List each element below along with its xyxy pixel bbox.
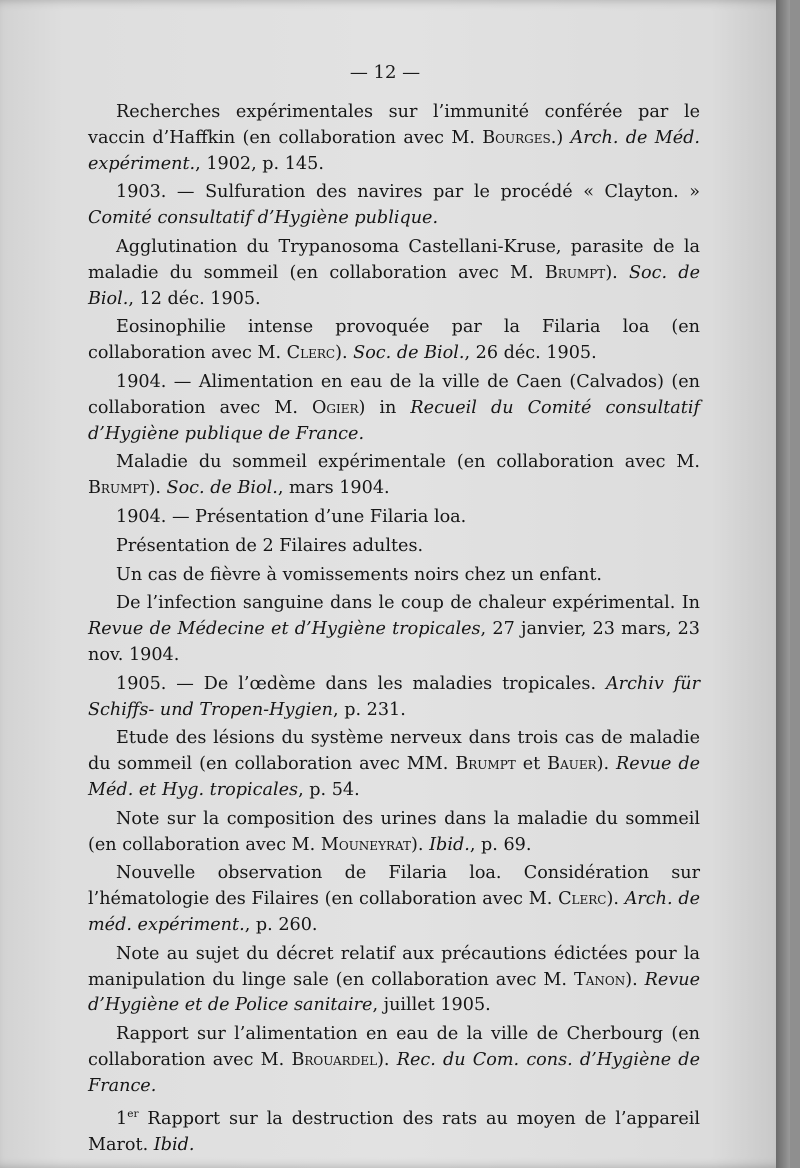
citation-source: Revue de Médecine et d’Hygiène tropicales [88, 619, 481, 640]
entry-text: , 12 déc. 1905. [128, 288, 261, 309]
bibliography-list [88, 100, 700, 1162]
entry-text: ). [625, 969, 645, 990]
entry-text: 1904. — Alimentation en eau de la ville de Caen (Calvados) (en collaboration avec M. [88, 371, 700, 418]
collaborator-name: Bauer [547, 754, 597, 775]
entry-text: ). [377, 1049, 397, 1070]
entry-text: Maladie du sommeil expérimentale (en collaboration avec M. [116, 452, 700, 473]
bibliography-entry [88, 807, 700, 859]
entry-text: ). [335, 343, 354, 364]
entry-text: et [515, 754, 548, 775]
entry-text: Nouvelle observation de Filaria loa. Considération sur l’hématologie des Filaires (en collaboration avec M. [88, 863, 700, 910]
entry-text: Eosinophilie intense provoquée par la Filaria loa (en collaboration avec M. [88, 317, 700, 364]
citation-source: Archiv für Schiffs- und Tropen-Hygien [88, 673, 700, 720]
collaborator-name: Clerc [558, 889, 607, 910]
bibliography-entry [88, 370, 700, 447]
entry-text: Etude des lésions du système nerveux dans trois cas de maladie du sommeil (en collaboration avec MM. [88, 728, 700, 775]
bibliography-entry [88, 563, 700, 589]
collaborator-name: Ogier [311, 397, 359, 418]
entry-text: , p. 69. [469, 834, 532, 855]
entry-text: Rapport sur l’alimentation en eau de la ville de Cherbourg (en collaboration avec M. [88, 1024, 700, 1070]
entry-text: De l’infection sanguine dans le coup de chaleur expérimental. In [116, 593, 700, 614]
citation-source: Soc. de Biol. [353, 343, 465, 364]
bibliography-entry [88, 726, 700, 803]
entry-text: ). [606, 889, 625, 910]
citation-source: Ibid. [153, 1135, 195, 1156]
citation-source: Revue d’Hygiène et de Police sanitaire [88, 969, 700, 1016]
entry-text: Recherches expérimentales sur l’immunité conférée par le vaccin d’Haffkin (en collaboration avec M. [88, 102, 700, 148]
entry-text: ). [605, 262, 629, 283]
bibliography-entry [88, 450, 700, 502]
collaborator-name: Brumpt [544, 262, 606, 283]
entry-text: Note sur la composition des urines dans la maladie du sommeil (en collaboration avec M. [88, 808, 700, 855]
bibliography-entry [88, 534, 700, 560]
collaborator-name: Brumpt [88, 478, 149, 499]
citation-source: Soc. de Biol. [166, 478, 278, 499]
entry-text: Rapport sur la destruction des rats au moyen de l’appareil Marot. [88, 1109, 700, 1156]
bibliography-entry [88, 942, 700, 1019]
page-number: — 12 — [349, 62, 421, 83]
bibliography-entry [88, 235, 700, 312]
entry-text: , 27 janvier, 23 mars, 23 nov. 1904. [88, 619, 700, 665]
citation-source: Arch. de méd. expériment. [88, 889, 700, 935]
entry-text: 1905. — De l’œdème dans les maladies tropicales. [116, 673, 606, 694]
bibliography-entry [88, 591, 700, 668]
bibliography-entry [88, 315, 700, 367]
entry-text: Note au sujet du décret relatif aux précautions édictées pour la manipulation du linge sale (en collaboration avec M. [88, 943, 700, 990]
entry-text: ) in [358, 397, 411, 418]
citation-source: Ibid. [429, 834, 470, 855]
entry-text: , p. 231. [333, 699, 406, 720]
bibliography-entry [88, 180, 700, 232]
citation-source: Recueil du Comité consultatif d’Hygiène publique de France. [88, 397, 700, 444]
citation-source: Soc. de Biol. [88, 262, 700, 309]
entry-text: , 1902, p. 145. [195, 153, 324, 174]
collaborator-name: Brumpt [455, 754, 516, 775]
entry-text: , p. 54. [298, 779, 360, 800]
entry-text: , juillet 1905. [372, 995, 491, 1016]
entry-text: ). [596, 754, 617, 775]
entry-text: Un cas de fièvre à vomissements noirs chez un enfant. [116, 564, 603, 585]
entry-text: , mars 1904. [277, 478, 390, 499]
entry-text: 1904. — Présentation d’une Filaria loa. [116, 506, 467, 527]
collaborator-name: Brouardel [291, 1049, 378, 1070]
entry-text: er [127, 1108, 139, 1121]
citation-source: Revue de Méd. et Hyg. tropicales [88, 754, 700, 800]
entry-text: , p. 260. [244, 914, 318, 935]
bibliography-entry [88, 100, 700, 177]
bibliography-entry [88, 505, 700, 531]
citation-source: Rec. du Com. cons. d’Hygiène de France. [88, 1049, 700, 1096]
citation-source: Comité consultatif d’Hygiène publique. [88, 208, 439, 229]
citation-source: Arch. de Méd. expériment. [88, 127, 700, 174]
entry-text: ). [148, 478, 167, 499]
collaborator-name: Mouneyrat [320, 834, 412, 855]
collaborator-name: Clerc [286, 343, 336, 364]
entry-text: 1 [116, 1109, 128, 1130]
bibliography-entry [88, 1102, 700, 1158]
entry-text: Agglutination du Trypanosoma Castellani-Kruse, parasite de la maladie du sommeil (en collaboration avec M. [88, 236, 700, 283]
book-spine-shadow [776, 0, 790, 1168]
entry-text: 1903. — Sulfuration des navires par le procédé « Clayton. » [116, 182, 700, 203]
entry-text: .) [550, 127, 571, 148]
bibliography-entry [88, 861, 700, 938]
entry-text: , 26 déc. 1905. [464, 343, 597, 364]
entry-text: Présentation de 2 Filaires adultes. [116, 535, 424, 556]
bibliography-entry [88, 1022, 700, 1099]
collaborator-name: Bourges [482, 127, 551, 148]
bibliography-entry [88, 672, 700, 724]
collaborator-name: Tanon [573, 969, 626, 990]
entry-text: ). [411, 834, 430, 855]
